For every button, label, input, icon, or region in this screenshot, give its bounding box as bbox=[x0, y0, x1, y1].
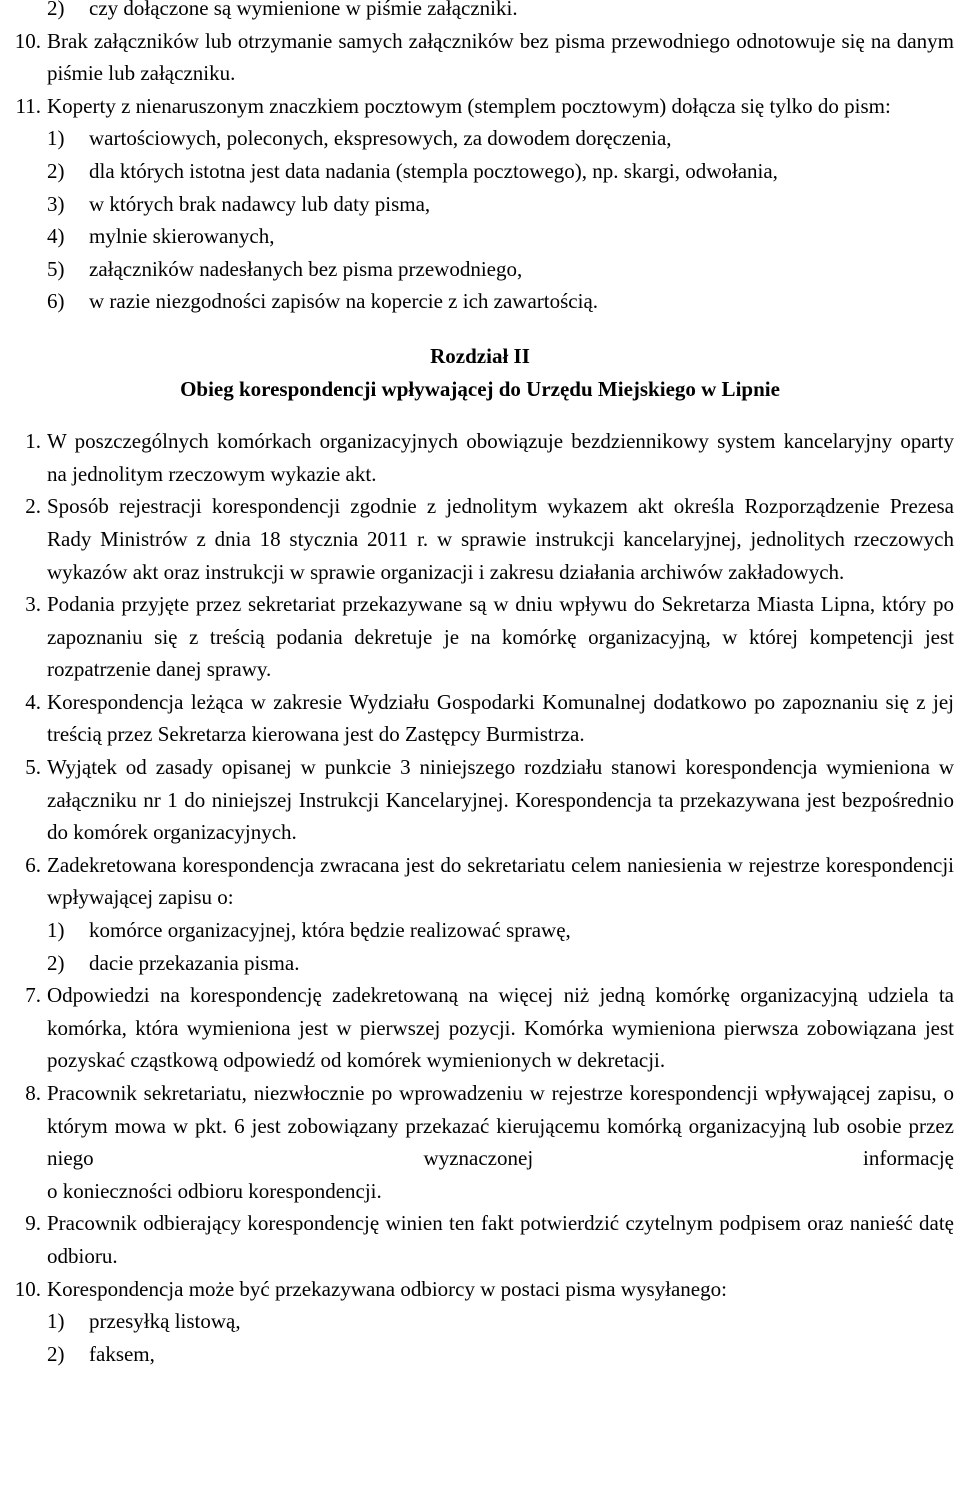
numbered-paragraph bbox=[0, 686, 960, 751]
list-text: załączników nadesłanych bez pisma przewodniego, bbox=[89, 256, 523, 281]
list-item bbox=[0, 1305, 960, 1338]
list-number: 6) bbox=[47, 289, 65, 314]
list-number: 2) bbox=[47, 1341, 65, 1366]
list-text: dacie przekazania pisma. bbox=[89, 950, 300, 975]
list-number: 1) bbox=[47, 918, 65, 943]
paragraph-text: Odpowiedzi na korespondencję zadekretowaną na więcej niż jedną komórkę organizacyjną udziela ta komórka, która wymieniona jest w pierwszej pozycji. Komórka wymieniona pierwsza zobowiązana jest pozyskać cząstkową odpowiedź od komórek wymienionych w dekretacji. bbox=[47, 983, 954, 1073]
numbered-paragraph bbox=[0, 979, 960, 1077]
list-item bbox=[0, 122, 960, 155]
list-text: czy dołączone są wymienione w piśmie załączniki. bbox=[89, 0, 518, 20]
numbered-paragraph bbox=[0, 1077, 960, 1207]
paragraph-number: 7. bbox=[25, 983, 41, 1008]
list-number: 5) bbox=[47, 256, 65, 281]
paragraph-number: 4. bbox=[25, 689, 41, 714]
list-text: faksem, bbox=[89, 1341, 155, 1366]
paragraph-text: Brak załączników lub otrzymanie samych załączników bez pisma przewodniego odnotowuje się na danym piśmie lub załączniku. bbox=[47, 28, 954, 86]
list-number: 3) bbox=[47, 191, 65, 216]
paragraph-number: 6. bbox=[25, 852, 41, 877]
paragraph-text: Pracownik sekretariatu, niezwłocznie po wprowadzeniu w rejestrze korespondencji wpływającej zapisu, o którym mowa w pkt. 6 jest zobowiązany przekazać kierującemu komórką organizacyjną lub osobie przez niego wyznaczonej informację bbox=[47, 1081, 954, 1171]
paragraph-text: Pracownik odbierający korespondencję winien ten fakt potwierdzić czytelnym podpisem oraz nanieść datę odbioru. bbox=[47, 1211, 954, 1268]
list-text: w których brak nadawcy lub daty pisma, bbox=[89, 191, 431, 216]
paragraph-number: 2. bbox=[25, 494, 41, 519]
paragraph-text: Korespondencja może być przekazywana odbiorcy w postaci pisma wysyłanego: bbox=[47, 1276, 727, 1301]
list-item bbox=[0, 285, 960, 318]
paragraph-number: 5. bbox=[25, 755, 41, 780]
numbered-paragraph bbox=[0, 849, 960, 914]
list-number: 2) bbox=[47, 0, 65, 20]
chapter-label: Rozdział II bbox=[430, 343, 530, 368]
chapter-title: Obieg korespondencji wpływającej do Urzędu Miejskiego w Lipnie bbox=[180, 376, 780, 401]
numbered-paragraph bbox=[0, 1207, 960, 1272]
paragraph-number: 10. bbox=[14, 1276, 41, 1301]
numbered-paragraph bbox=[0, 588, 960, 686]
list-number: 4) bbox=[47, 224, 65, 249]
list-item bbox=[0, 188, 960, 221]
list-item bbox=[0, 155, 960, 188]
list-number: 2) bbox=[47, 158, 65, 183]
numbered-paragraph bbox=[0, 90, 960, 123]
list-text: w razie niezgodności zapisów na kopercie z ich zawartością. bbox=[89, 289, 599, 314]
list-item bbox=[0, 1338, 960, 1371]
list-text: mylnie skierowanych, bbox=[89, 224, 275, 249]
list-item bbox=[0, 220, 960, 253]
paragraph-number: 9. bbox=[25, 1211, 41, 1236]
paragraph-text: Sposób rejestracji korespondencji zgodnie z jednolitym wykazem akt określa Rozporządzenie Prezesa Rady Ministrów z dnia 18 stycznia 2011 r. w sprawie instrukcji kancelaryjnej, jednolitych rzeczowych wykazów akt oraz instrukcji w sprawie organizacji i zakresu działania archiwów zakładowych. bbox=[47, 494, 954, 584]
numbered-paragraph bbox=[0, 425, 960, 490]
numbered-paragraph bbox=[0, 1273, 960, 1306]
list-text: wartościowych, poleconych, ekspresowych, za dowodem doręczenia, bbox=[89, 126, 672, 151]
paragraph-number: 11. bbox=[15, 93, 41, 118]
paragraph-number: 1. bbox=[25, 429, 41, 454]
list-text: przesyłką listową, bbox=[89, 1309, 241, 1334]
list-item bbox=[0, 914, 960, 947]
list-number: 1) bbox=[47, 1309, 65, 1334]
numbered-paragraph bbox=[0, 25, 960, 90]
paragraph-number: 3. bbox=[25, 592, 41, 617]
list-number: 1) bbox=[47, 126, 65, 151]
paragraph-text: Koperty z nienaruszonym znaczkiem pocztowym (stemplem pocztowym) dołącza się tylko do pism: bbox=[47, 93, 891, 118]
list-text: dla których istotna jest data nadania (stempla pocztowego), np. skargi, odwołania, bbox=[89, 158, 778, 183]
list-text: komórce organizacyjnej, która będzie realizować sprawę, bbox=[89, 918, 571, 943]
list-number: 2) bbox=[47, 950, 65, 975]
list-item bbox=[0, 0, 960, 25]
paragraph-number: 10. bbox=[14, 28, 41, 53]
numbered-paragraph bbox=[0, 490, 960, 588]
paragraph-text: Podania przyjęte przez sekretariat przekazywane są w dniu wpływu do Sekretarza Miasta Lipna, który po zapoznaniu się z treścią podania dekretuje je na komórkę organizacyjną, w której kompetencji jest rozpatrzenie danej sprawy. bbox=[47, 592, 954, 682]
paragraph-continuation: o konieczności odbioru korespondencji. bbox=[47, 1178, 382, 1203]
paragraph-text: Wyjątek od zasady opisanej w punkcie 3 niniejszego rozdziału stanowi korespondencja wymieniona w załączniku nr 1 do niniejszej Instrukcji Kancelaryjnej. Korespondencja ta przekazywana jest bezpośrednio do komórek organizacyjnych. bbox=[47, 755, 954, 845]
list-item bbox=[0, 947, 960, 980]
paragraph-text: Korespondencja leżąca w zakresie Wydziału Gospodarki Komunalnej dodatkowo po zapoznaniu się z jej treścią przez Sekretarza kierowana jest do Zastępcy Burmistrza. bbox=[47, 689, 954, 747]
list-item bbox=[0, 253, 960, 286]
paragraph-number: 8. bbox=[25, 1081, 41, 1105]
paragraph-text: Zadekretowana korespondencja zwracana jest do sekretariatu celem naniesienia w rejestrze korespondencji wpływającej zapisu o: bbox=[47, 852, 954, 910]
numbered-paragraph bbox=[0, 751, 960, 849]
paragraph-text: W poszczególnych komórkach organizacyjnych obowiązuje bezdziennikowy system kancelaryjny oparty na jednolitym rzeczowym wykazie akt. bbox=[47, 429, 954, 486]
